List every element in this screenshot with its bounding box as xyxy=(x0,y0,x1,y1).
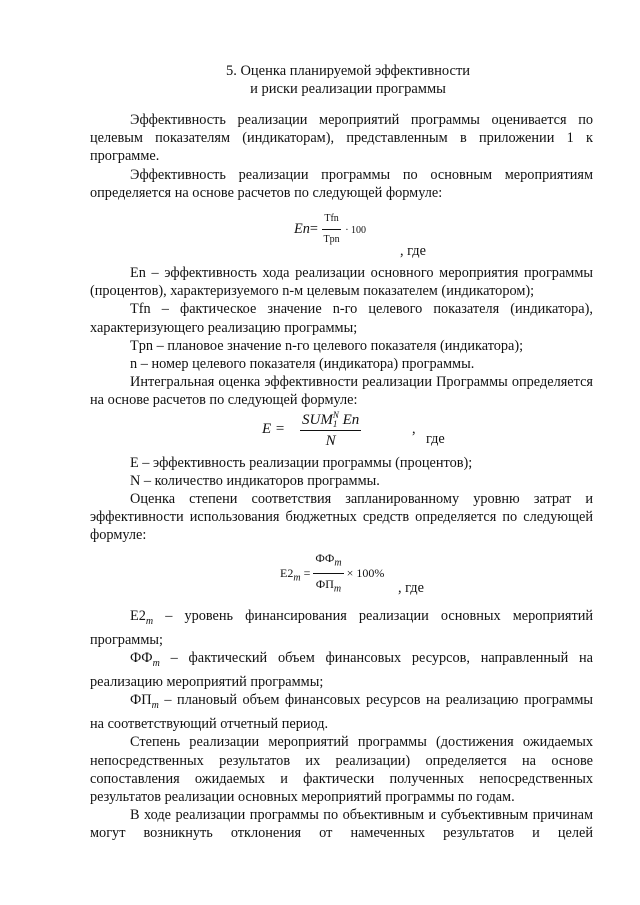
formula3-multiplier: × 100% xyxy=(346,565,385,580)
formula3-den-symbol: ФП xyxy=(315,577,334,592)
definition-tpn: Tpn – плановое значение n-го целевого показателя (индикатора); xyxy=(130,337,524,354)
formula2-denominator: N xyxy=(325,432,336,449)
paragraph-deviations: В ходе реализации программы по объективным и субъективным причинам могут возникнуть отклонения от намеченных результатов и целей xyxy=(90,807,593,842)
definition-fp-symbol: ФП xyxy=(130,692,152,709)
paragraph-implementation-degree: Степень реализации мероприятий программы (достижения ожидаемых непосредственных результатов их реализации) определяется на основе сопоставления ожидаемых и фактически полученных непосредственных результатов реализации основных мероприятий программы по годам. xyxy=(90,734,593,806)
formula2-sum: SUM xyxy=(302,411,333,428)
formula3-den-sub: m xyxy=(333,583,342,595)
definition-n: n – номер целевого показателя (индикатора) программы. xyxy=(130,356,475,373)
formula1-numerator: Tfn xyxy=(322,210,340,230)
formula2-fraction xyxy=(300,411,361,450)
definition-e2-sub: m xyxy=(145,615,154,627)
formula1-where: , где xyxy=(400,243,426,260)
formula3-num-symbol: ФФ xyxy=(315,550,335,565)
paragraph-budget-intro: Оценка степени соответствия запланированному уровню затрат и эффективности использования бюджетных средств определяется по следующей формуле: xyxy=(90,491,593,544)
definition-fp-sub: m xyxy=(151,700,159,712)
section-title-line-2: и риски реализации программы xyxy=(250,81,446,97)
definition-fp xyxy=(90,691,593,733)
section-title-line-1: 5. Оценка планируемой эффективности xyxy=(225,63,471,79)
formula1-denominator: Tpn xyxy=(323,234,340,246)
formula3-equals: = xyxy=(303,565,311,580)
formula-integral-e xyxy=(90,410,593,454)
definition-ff xyxy=(90,649,593,691)
definition-fp-text: – плановый объем финансовых ресурсов на реализацию программы на соответствующий отчетный период. xyxy=(90,692,593,733)
formula-efficiency-en: En= $\frac{\text{Tfn}}{\text{Tpn}}$ · 100 xyxy=(90,202,593,246)
formula3-num-sub: m xyxy=(334,557,342,569)
definition-ff-text: – фактический объем финансовых ресурсов, направленный на реализацию мероприятий программы; xyxy=(90,649,593,690)
definition-count-n: N – количество индикаторов программы. xyxy=(130,472,380,489)
paragraph-formula-intro: Эффективность реализации программы по основным мероприятиям определяется на основе расчетов по следующей формуле: xyxy=(90,166,593,201)
document-body xyxy=(90,111,593,843)
formula2-lhs: E = xyxy=(262,420,286,437)
paragraph-indicators: Эффективность реализации мероприятий программы оценивается по целевым показателям (индикаторам), представленным в приложении 1 к программе. xyxy=(90,112,593,165)
formula1-lhs: En xyxy=(294,221,310,237)
definition-e2 xyxy=(90,607,593,649)
formula2-comma: , xyxy=(412,420,416,437)
section-title xyxy=(0,62,640,98)
formula3-numerator xyxy=(313,549,343,575)
formula2-sum-lower: 1 xyxy=(332,418,338,429)
definition-e2-text: – уровень финансирования реализации основных мероприятий программы; xyxy=(90,607,593,648)
formula2-where: где xyxy=(426,430,445,447)
formula1-multiplier: · 100 xyxy=(345,225,367,236)
definition-tfn: Tfn – фактическое значение n-го целевого показателя (индикатора), характеризующего реализацию программы; xyxy=(90,301,593,336)
formula2-sum-upper: N xyxy=(332,409,339,420)
formula1-fraction xyxy=(322,210,342,249)
definition-e: E – эффективность реализации программы (процентов); xyxy=(130,454,473,471)
definition-en: En – эффективность хода реализации основного мероприятия программы (процентов), характеризуемого n-м целевым показателем (индикатором); xyxy=(90,265,593,300)
definition-ff-sub: m xyxy=(152,657,160,669)
definition-e2-symbol: E2 xyxy=(130,607,146,624)
formula2-numerator xyxy=(300,411,361,431)
formula3-where: , где xyxy=(398,579,424,596)
formula3-lhs-sub: m xyxy=(293,571,301,583)
formula3-lhs xyxy=(280,565,301,583)
paragraph-integral-intro: Интегральная оценка эффективности реализации Программы определяется на основе расчетов по следующей формуле: xyxy=(90,374,593,409)
formula2-en: En xyxy=(338,411,360,428)
formula3-lhs-symbol: E2 xyxy=(280,565,294,580)
definition-ff-symbol: ФФ xyxy=(130,649,153,666)
